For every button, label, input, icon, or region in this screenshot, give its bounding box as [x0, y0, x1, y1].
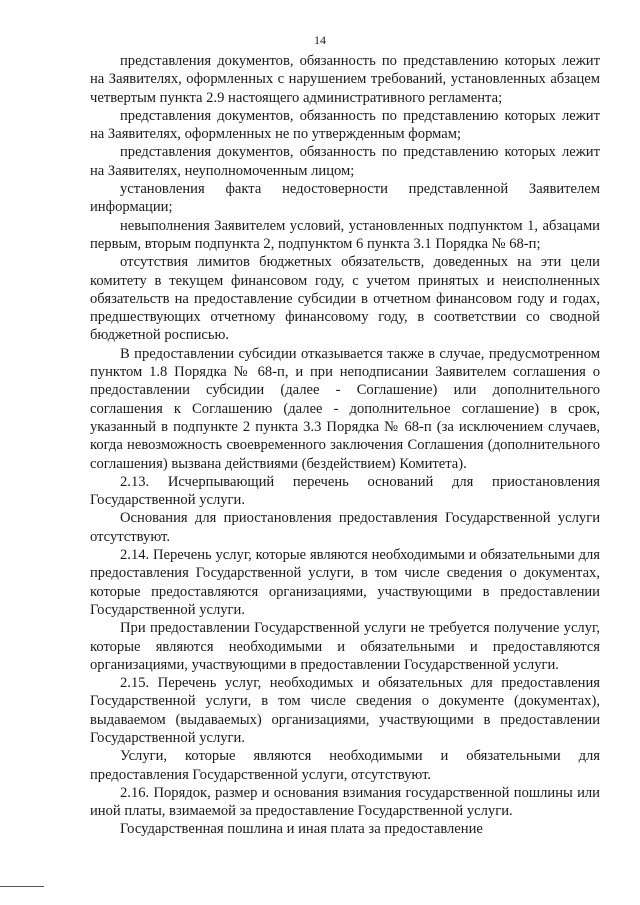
paragraph-refusal-ground-conditions: невыполнения Заявителем условий, установленных подпунктом 1, абзацами первым, вторым подпункта 2, подпунктом 6 пункта 3.1 Порядка № 68-п; [90, 217, 600, 252]
section-2-13-heading: 2.13. Исчерпывающий перечень оснований для приостановления Государственной услуги. [90, 473, 600, 509]
paragraph-refusal-ground-limits: отсутствия лимитов бюджетных обязательств, доведенных на эти цели комитету в текущем финансовом году, с учетом принятых и неисполненных обязательств на предоставление субсидии в отчетном финансовом году и годах, предшествующих отчетному финансовому году, в соответствии со сводной бюджетной росписью. [90, 254, 600, 344]
paragraph-services-absent: Услуги, которые являются необходимыми и обязательными для предоставления Государственной услуги, отсутствуют. [90, 748, 600, 783]
page-number: 14 [314, 33, 326, 47]
paragraph-refusal-agreement: В предоставлении субсидии отказывается также в случае, предусмотренном пунктом 1.8 Порядка № 68-п, и при неподписании Заявителем соглашения о предоставлении субсидии (далее - Соглашение) или дополнительного соглашения к Соглашению (далее - дополнительное соглашение) в срок, указанный в подпункте 2 пункта 3.3 Порядка № 68-п (за исключением случаев, когда невозможность своевременного заключения Соглашения (дополнительного соглашения) вызвана действиями (бездействием) Комитета). [90, 345, 600, 472]
paragraph-refusal-ground-unauthorized: представления документов, обязанность по представлению которых лежит на Заявителях, неуполномоченным лицом; [90, 144, 600, 179]
section-2-14-heading: 2.14. Перечень услуг, которые являются необходимыми и обязательными для предоставления Государственной услуги, в том числе сведения о документах, которые предоставляются организациями, участвующими в предоставлении Государственной услуги. [90, 547, 600, 618]
section-2-15-heading: 2.15. Перечень услуг, необходимых и обязательных для предоставления Государственной услуги, в том числе сведения о документе (документах), выдаваемом (выдаваемых) организациями, участвующими в предоставлении Государственной услуги. [90, 675, 600, 746]
paragraph-refusal-ground-forms: представления документов, обязанность по представлению которых лежит на Заявителях, оформленных не по утвержденным формам; [90, 107, 600, 143]
footer-divider [0, 886, 44, 887]
document-body [90, 52, 600, 839]
paragraph-fee-start: Государственная пошлина и иная плата за предоставление [120, 821, 483, 838]
paragraph-services-not-required: При предоставлении Государственной услуги не требуется получение услуг, которые являются необходимыми и обязательными и предоставляются организациями, участвующими в предоставлении Государственной услуги. [90, 620, 600, 673]
section-2-16-heading: 2.16. Порядок, размер и основания взимания государственной пошлины или иной платы, взимаемой за предоставление Государственной услуги. [90, 784, 600, 820]
paragraph-suspension-none: Основания для приостановления предоставления Государственной услуги отсутствуют. [90, 510, 600, 545]
paragraph-refusal-ground-inaccuracy: установления факта недостоверности представленной Заявителем информации; [90, 181, 600, 216]
paragraph-refusal-ground-violation: представления документов, обязанность по представлению которых лежит на Заявителях, оформленных с нарушением требований, установленных абзацем четвертым пункта 2.9 настоящего административного регламента; [90, 53, 600, 106]
